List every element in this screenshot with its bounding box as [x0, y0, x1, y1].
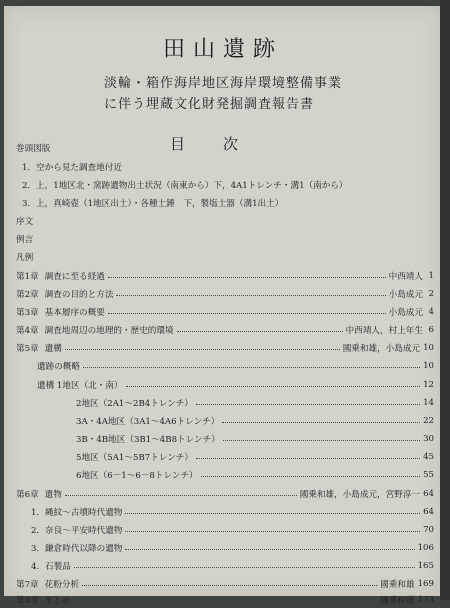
toc-entry — [16, 486, 434, 502]
toc-entry-title: 3．上，真崎壺（1地区出土）・各種土錘 下，製塩土器（溝1出土） — [22, 199, 284, 209]
toc-entry-title: 例言 — [16, 235, 34, 245]
toc-entry — [37, 358, 434, 374]
toc-entry-title: まとめ — [44, 596, 71, 606]
dot-leader — [108, 313, 386, 314]
toc-entry-page: 2 — [428, 289, 434, 299]
dot-leader — [65, 349, 340, 350]
dot-leader — [82, 585, 377, 586]
toc-entry-page: 1 — [428, 271, 434, 281]
dot-leader — [126, 386, 421, 387]
dot-leader — [125, 513, 420, 514]
dot-leader — [125, 549, 414, 550]
toc-entry-title: 凡例 — [16, 253, 34, 263]
background-edge — [440, 0, 450, 600]
dot-leader — [177, 331, 343, 332]
toc-entry-page: 70 — [423, 525, 434, 535]
toc-entry — [76, 449, 434, 465]
toc-entry — [16, 592, 434, 608]
toc-entry-author: 小島成元 — [388, 308, 423, 318]
toc-entry-page: 106 — [417, 543, 434, 553]
toc-entry-title: 2．上，1地区北・窯跡遺物出土状況（南東から）下，4A1トレンチ・溝1（南から） — [22, 181, 348, 191]
toc-entry-title: 遺跡の概略 — [37, 362, 80, 372]
dot-leader — [83, 367, 420, 368]
toc-entry — [22, 177, 348, 193]
toc-entry-page: 64 — [423, 507, 434, 517]
toc-entry-title: 2地区（2A1～2B4トレンチ） — [76, 399, 193, 409]
toc-entry — [22, 195, 283, 211]
toc-chapter-label: 第8章 — [16, 596, 39, 606]
toc-entry-author: 中西靖人，村上年生 — [345, 326, 423, 336]
toc-entry-title: 5地区（5A1～5B7トレンチ） — [76, 453, 193, 463]
dot-leader — [125, 531, 420, 532]
dot-leader — [116, 295, 385, 296]
toc-entry-page: 10 — [423, 343, 434, 353]
toc-entry-title: 4．石製品 — [31, 562, 71, 572]
toc-entry-title: 基本層序の概要 — [44, 308, 105, 318]
toc-entry-title: 遺構 1地区（北・南） — [37, 381, 123, 391]
toc-entry-page: 45 — [423, 452, 434, 462]
dot-leader — [65, 495, 297, 496]
toc-entry-page: 173 — [417, 595, 434, 605]
toc-entry — [16, 213, 33, 229]
toc-entry-author: 國乗和雄，小島成元 — [342, 344, 421, 354]
toc-entry — [16, 231, 33, 247]
toc-entry — [16, 286, 434, 302]
toc-entry — [22, 159, 122, 175]
toc-entry — [16, 576, 434, 592]
dot-leader — [222, 422, 420, 423]
toc-entry-title: 巻頭図版 — [16, 144, 51, 154]
toc-entry-title: 1．縄紋～古墳時代遺物 — [31, 508, 123, 518]
toc-entry — [31, 558, 434, 574]
document-page — [4, 6, 442, 606]
toc-entry-title: 6地区（6－1～6－8トレンチ） — [76, 471, 198, 481]
toc-entry — [16, 340, 434, 356]
dot-leader — [74, 567, 415, 568]
toc-entry — [16, 268, 434, 284]
toc-entry-page: 4 — [428, 307, 434, 317]
toc-entry — [31, 540, 434, 556]
toc-entry — [76, 395, 434, 411]
dot-leader — [108, 277, 386, 278]
toc-entry-title: 3B・4B地区（3B1～4B8トレンチ） — [76, 435, 220, 445]
toc-entry-page: 14 — [423, 398, 434, 408]
toc-entry-title: 遺構 — [44, 344, 62, 354]
toc-entry-author: 中西靖人 — [388, 272, 423, 282]
toc-entry-page: 165 — [417, 561, 434, 571]
toc-chapter-label: 第3章 — [16, 308, 39, 318]
dot-leader — [223, 440, 420, 441]
toc-entry-title: 2．奈良～平安時代遺物 — [31, 526, 123, 536]
toc-chapter-label: 第7章 — [16, 580, 39, 590]
toc-entry-author: 國乗和雄，小島成元，宮野淳一 — [299, 490, 421, 500]
toc-entry-page: 30 — [423, 434, 434, 444]
toc-entry-page: 6 — [428, 325, 434, 335]
toc-entry-title: 調査地周辺の地理的・歴史的環境 — [44, 326, 174, 336]
toc-entry — [16, 140, 50, 156]
subtitle-line-2: に伴う埋蔵文化財発掘調査報告書 — [104, 97, 315, 112]
toc-entry — [37, 377, 434, 393]
toc-entry-author: 國乗和雄 — [380, 580, 415, 590]
toc-chapter-label: 第2章 — [16, 290, 39, 300]
toc-entry-title: 調査に至る経過 — [44, 272, 105, 282]
dot-leader — [196, 458, 420, 459]
toc-entry-page: 22 — [423, 416, 434, 426]
dot-leader — [73, 601, 377, 602]
toc-entry — [76, 467, 434, 483]
toc-chapter-label: 第4章 — [16, 326, 39, 336]
toc-entry — [16, 304, 434, 320]
toc-entry-page: 10 — [423, 361, 434, 371]
toc-entry-title: 1．空から見た調査地付近 — [22, 163, 122, 173]
toc-chapter-label: 第6章 — [16, 490, 39, 500]
toc-entry — [76, 431, 434, 447]
toc-entry-page: 64 — [423, 489, 434, 499]
dot-leader — [196, 404, 420, 405]
toc-entry — [76, 413, 434, 429]
toc-entry — [31, 504, 434, 520]
toc-entry-title: 調査の目的と方法 — [44, 290, 114, 300]
toc-entry-title: 遺物 — [44, 490, 62, 500]
toc-entry — [16, 322, 434, 338]
page-title: 田山遺跡 — [162, 37, 283, 62]
toc-entry — [16, 249, 33, 265]
toc-entry-page: 12 — [423, 380, 434, 390]
toc-chapter-label: 第5章 — [16, 344, 39, 354]
toc-entry-page: 169 — [417, 579, 434, 589]
toc-entry-title: 3A・4A地区（3A1～4A6トレンチ） — [76, 417, 220, 427]
toc-entry-author: 國乗和雄 — [380, 596, 415, 606]
toc-entry-title: 3．鎌倉時代以降の遺物 — [31, 544, 123, 554]
toc-entry-page: 55 — [423, 470, 434, 480]
dot-leader — [201, 476, 420, 477]
toc-heading: 目次 — [169, 135, 276, 153]
toc-entry-author: 小島成元 — [388, 290, 423, 300]
toc-chapter-label: 第1章 — [16, 272, 39, 282]
toc-entry — [31, 522, 434, 538]
subtitle-line-1: 淡輪・箱作海岸地区海岸環境整備事業 — [104, 76, 343, 91]
toc-entry-title: 序文 — [16, 217, 34, 227]
toc-entry-title: 花粉分析 — [44, 580, 80, 590]
